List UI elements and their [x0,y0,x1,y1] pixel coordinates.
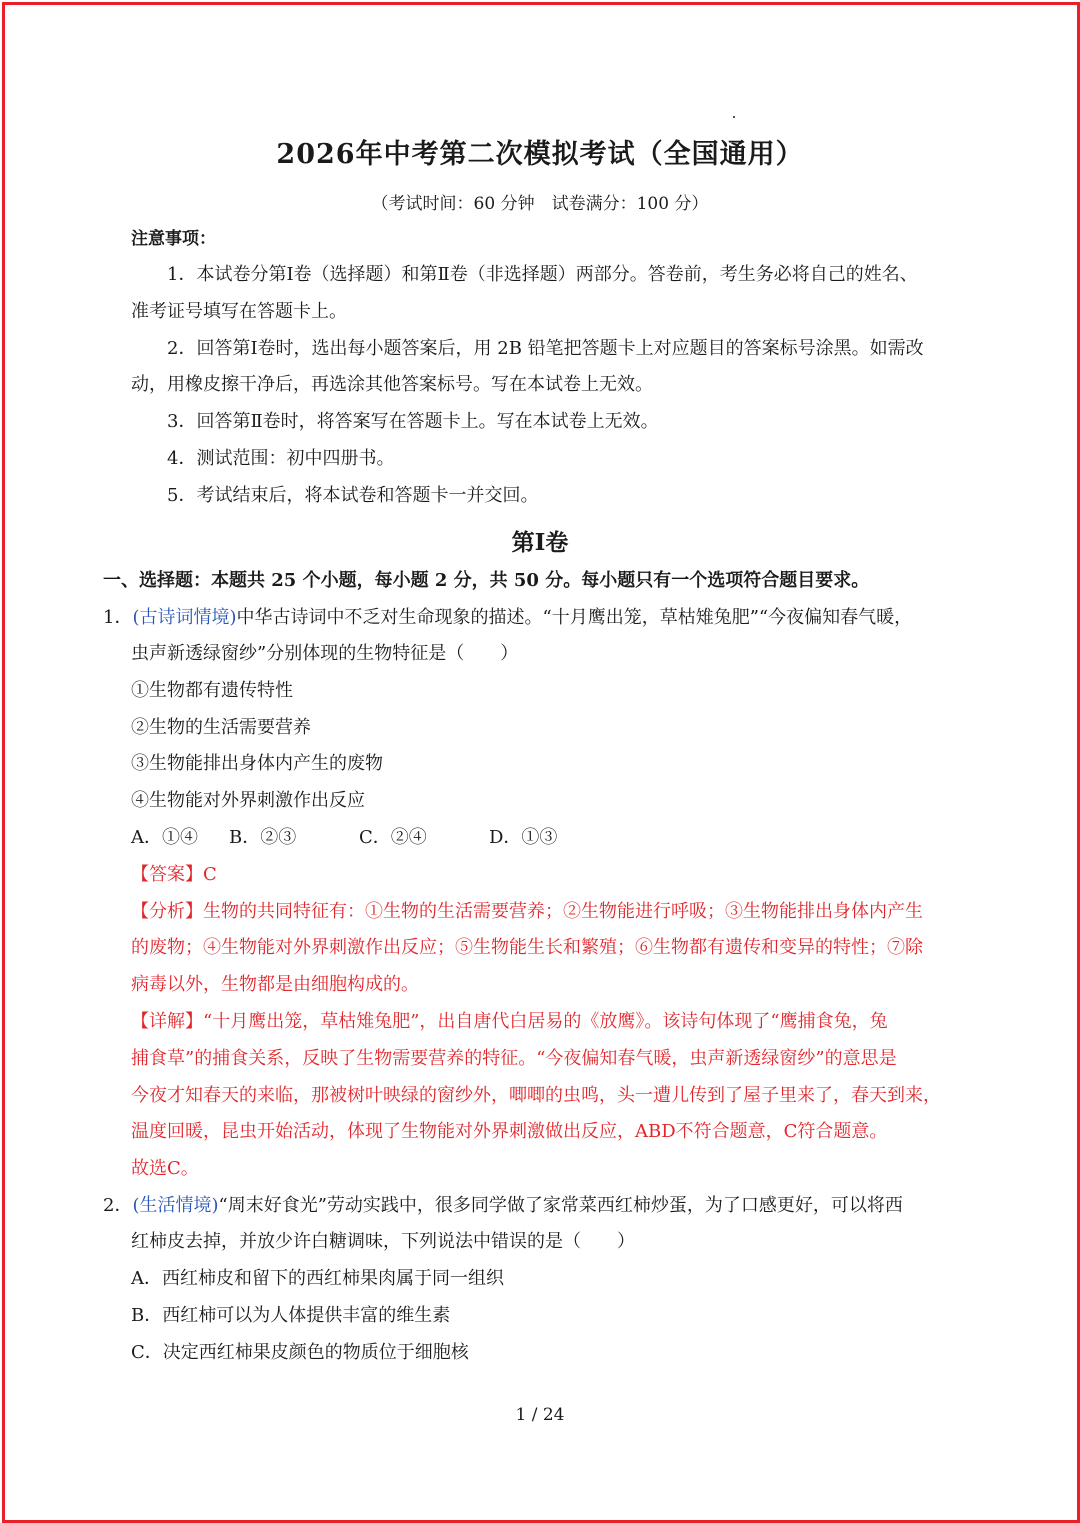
analysis-line: 病毒以外，生物都是由细胞构成的。 [131,974,419,995]
question-1-line [103,606,912,630]
notice-line: 1．本试卷分第Ⅰ卷（选择题）和第Ⅱ卷（非选择题）两部分。答卷前，考生务必将自己的姓名、 [167,264,918,285]
option-a: A．西红柿皮和留下的西红柿果肉属于同一组织 [131,1268,504,1289]
statement-item: ③生物能排出身体内产生的废物 [131,753,383,774]
question-stem: 红柿皮去掉，并放少许白糖调味，下列说法中错误的是（ ） [131,1231,635,1252]
volume-title: 第Ⅰ卷 [511,529,569,556]
option-a: A．①④ [131,827,198,848]
notice-line: 3．回答第Ⅱ卷时，将答案写在答题卡上。写在本试卷上无效。 [167,411,659,432]
question-2-line [103,1194,903,1218]
detail-line: 捕食草”的捕食关系，反映了生物需要营养的特征。“今夜偏知春气暖，虫声新透绿窗纱”的意思是 [131,1048,897,1069]
notice-line: 动，用橡皮擦干净后，再选涂其他答案标号。写在本试卷上无效。 [131,374,653,395]
answer-key: 【答案】C [131,864,217,885]
exam-title: 2026年中考第二次模拟考试（全国通用） [276,139,804,170]
detail-line: 今夜才知春天的来临，那被树叶映绿的窗纱外，唧唧的虫鸣，头一遭儿传到了屋子里来了，春天到来， [131,1085,941,1106]
page-number: 1 / 24 [515,1405,565,1425]
analysis-line: 【分析】生物的共同特征有：①生物的生活需要营养；②生物能进行呼吸；③生物能排出身体内产生 [131,901,923,922]
context-tag: (古诗词情境) [132,607,237,628]
question-number: 2． [103,1195,133,1216]
option-d: D．①③ [489,827,558,848]
detail-line: 【详解】“十月鹰出笼，草枯雉兔肥”，出自唐代白居易的《放鹰》。该诗句体现了“鹰捕食兔，兔 [131,1011,888,1032]
notice-line: 5．考试结束后，将本试卷和答题卡一并交回。 [167,485,539,506]
notice-heading: 注意事项： [131,229,216,249]
option-b: B．西红柿可以为人体提供丰富的维生素 [131,1305,451,1326]
question-number: 1． [103,607,133,628]
option-c: C．决定西红柿果皮颜色的物质位于细胞核 [131,1342,469,1363]
detail-line: 温度回暖，昆虫开始活动，体现了生物能对外界刺激做出反应，ABD不符合题意，C符合题意。 [131,1121,888,1142]
notice-line: 准考证号填写在答题卡上。 [131,301,347,322]
notice-line: 2．回答第Ⅰ卷时，选出每小题答案后，用 2B 铅笔把答题卡上对应题目的答案标号涂黑。如需改 [167,338,924,359]
part-heading: 一、选择题：本题共 25 个小题，每小题 2 分，共 50 分。每小题只有一个选项符合题目要求。 [103,570,870,591]
question-stem: “周末好食光”劳动实践中，很多同学做了家常菜西红柿炒蛋，为了口感更好，可以将西 [218,1195,903,1216]
question-stem: 虫声新透绿窗纱”分别体现的生物特征是（ ） [131,643,519,664]
answer-options [131,826,557,850]
exam-subtitle: （考试时间：60 分钟 试卷满分：100 分） [371,194,709,214]
statement-item: ④生物能对外界刺激作出反应 [131,790,365,811]
notice-line: 4．测试范围：初中四册书。 [167,448,395,469]
context-tag: (生活情境) [132,1195,219,1216]
conclusion: 故选C。 [131,1158,199,1179]
option-c: C．②④ [359,827,427,848]
option-b: B．②③ [229,827,297,848]
statement-item: ②生物的生活需要营养 [131,717,311,738]
question-stem: 中华古诗词中不乏对生命现象的描述。“十月鹰出笼，草枯雉兔肥”“今夜偏知春气暖， [236,607,913,628]
statement-item: ①生物都有遗传特性 [131,680,293,701]
analysis-line: 的废物；④生物能对外界刺激作出反应；⑤生物能生长和繁殖；⑥生物都有遗传和变异的特性；⑦除 [131,937,923,958]
scan-dot [733,116,735,118]
